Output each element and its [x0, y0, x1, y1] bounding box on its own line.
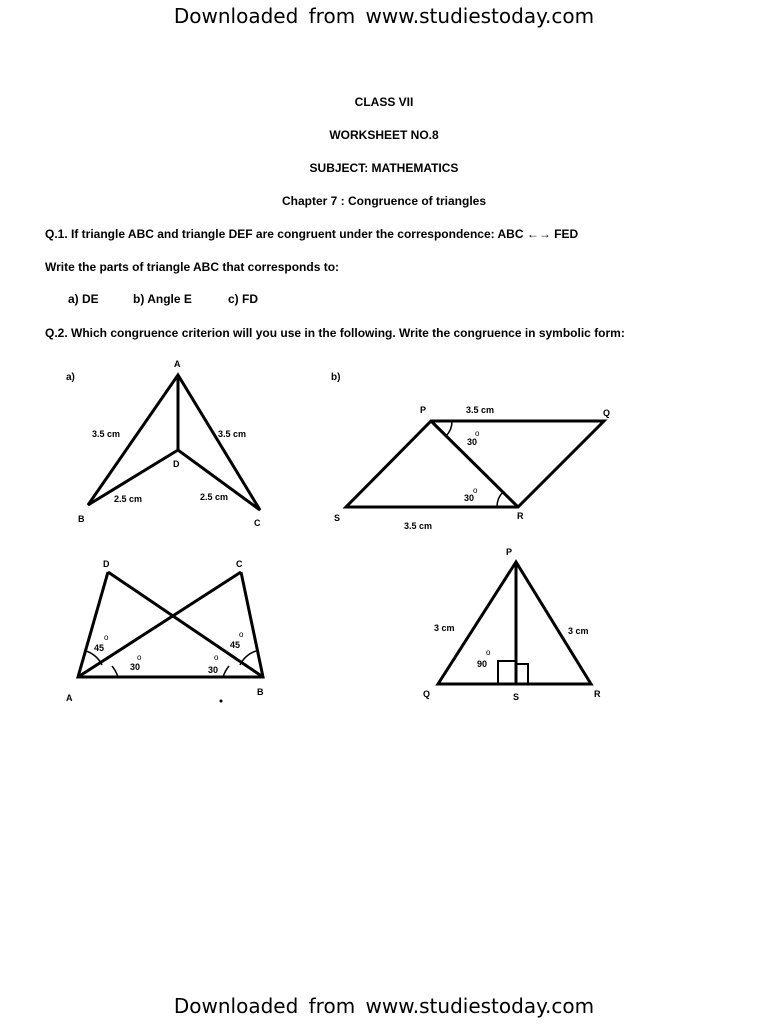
figure-d-vertex-r: R: [594, 689, 601, 699]
figure-b-vertex-q: Q: [603, 408, 611, 418]
figure-b-side-pq: 3.5 cm: [466, 405, 495, 415]
figure-b-angle-prs: 30: [464, 493, 475, 503]
figure-a-side-bd: 2.5 cm: [114, 494, 143, 504]
figure-b-vertex-p: P: [420, 405, 427, 415]
figure-a-side-ab: 3.5 cm: [92, 429, 121, 439]
question-2-text: Q.2. Which congruence criterion will you use in the following. Write the congruence in symbolic form:: [45, 326, 625, 340]
figure-a-vertex-c: C: [254, 518, 261, 528]
subject-heading: SUBJECT: MATHEMATICS: [309, 161, 459, 175]
figure-a: [66, 359, 261, 528]
figure-c-angle-cab: 30: [130, 662, 141, 672]
figure-d-vertex-p: P: [506, 547, 513, 557]
figure-b-vertex-r: R: [517, 511, 524, 521]
figure-c-angle-arc-cab: [112, 666, 118, 677]
figure-c-degree-dab: o: [104, 633, 109, 642]
figure-c-vertex-d: D: [103, 559, 110, 569]
figure-c-vertex-a: A: [66, 693, 73, 703]
bottom-download-banner: Downloaded from www.studiestoday.com: [173, 994, 595, 1018]
figure-b-angle-qpr: 30: [467, 437, 478, 447]
figure-c-angle-arc-dba: [223, 666, 229, 677]
figure-a-outline: [88, 375, 260, 510]
figure-c-vertex-b: B: [257, 687, 264, 697]
figure-c-degree-cab: o: [137, 653, 142, 662]
question-1-option-b: b) Angle E: [133, 292, 192, 306]
figure-c-degree-cba: o: [239, 630, 244, 639]
figure-d-right-angle-left: [498, 661, 516, 684]
figure-b-degree-qpr: o: [475, 429, 480, 438]
figure-a-side-ac: 3.5 cm: [218, 429, 247, 439]
question-1-instruction: Write the parts of triangle ABC that corresponds to:: [45, 260, 340, 274]
figure-b: [331, 372, 610, 531]
figure-c: [66, 559, 264, 703]
class-heading: CLASS VII: [354, 95, 414, 109]
top-download-banner: Downloaded from www.studiestoday.com: [173, 4, 595, 28]
figure-d-side-pr: 3 cm: [568, 626, 589, 636]
chapter-heading: Chapter 7 : Congruence of triangles: [281, 194, 487, 208]
figure-c-outline: [78, 572, 263, 677]
figure-d-right-angle-right: [516, 664, 528, 684]
figure-b-degree-prs: o: [473, 486, 478, 495]
figure-d-angle-psq: 90: [477, 659, 488, 669]
figure-c-degree-dba: o: [214, 653, 219, 662]
figure-d-vertex-q: Q: [423, 689, 431, 699]
question-1-option-a: a) DE: [68, 292, 99, 306]
figure-a-vertex-b: B: [78, 514, 85, 524]
figure-b-label: b): [331, 372, 341, 383]
figure-c-angle-dab: 45: [94, 643, 105, 653]
figure-d-degree-psq: o: [486, 648, 491, 657]
figure-c-angle-dba: 30: [208, 665, 219, 675]
figure-d-side-pq: 3 cm: [434, 623, 455, 633]
stray-dot: [220, 700, 223, 703]
figure-b-angle-arc-p: [446, 421, 452, 436]
figure-d-vertex-s: S: [513, 692, 520, 702]
figure-b-angle-arc-r: [497, 492, 503, 507]
figure-a-side-cd: 2.5 cm: [200, 492, 229, 502]
worksheet-heading: WORKSHEET NO.8: [329, 128, 439, 142]
figure-c-vertex-c: C: [236, 559, 243, 569]
figure-b-vertex-s: S: [334, 513, 341, 523]
figure-d: [423, 547, 601, 702]
figure-a-label: a): [66, 372, 75, 383]
figure-c-angle-cba: 45: [230, 640, 241, 650]
question-1-text: Q.1. If triangle ABC and triangle DEF are congruent under the correspondence: ABC ←→ FED: [45, 227, 579, 241]
figure-b-side-sr: 3.5 cm: [404, 521, 433, 531]
question-1-option-c: c) FD: [228, 292, 258, 306]
figure-a-vertex-a: A: [174, 359, 181, 369]
figure-a-vertex-d: D: [173, 459, 180, 469]
